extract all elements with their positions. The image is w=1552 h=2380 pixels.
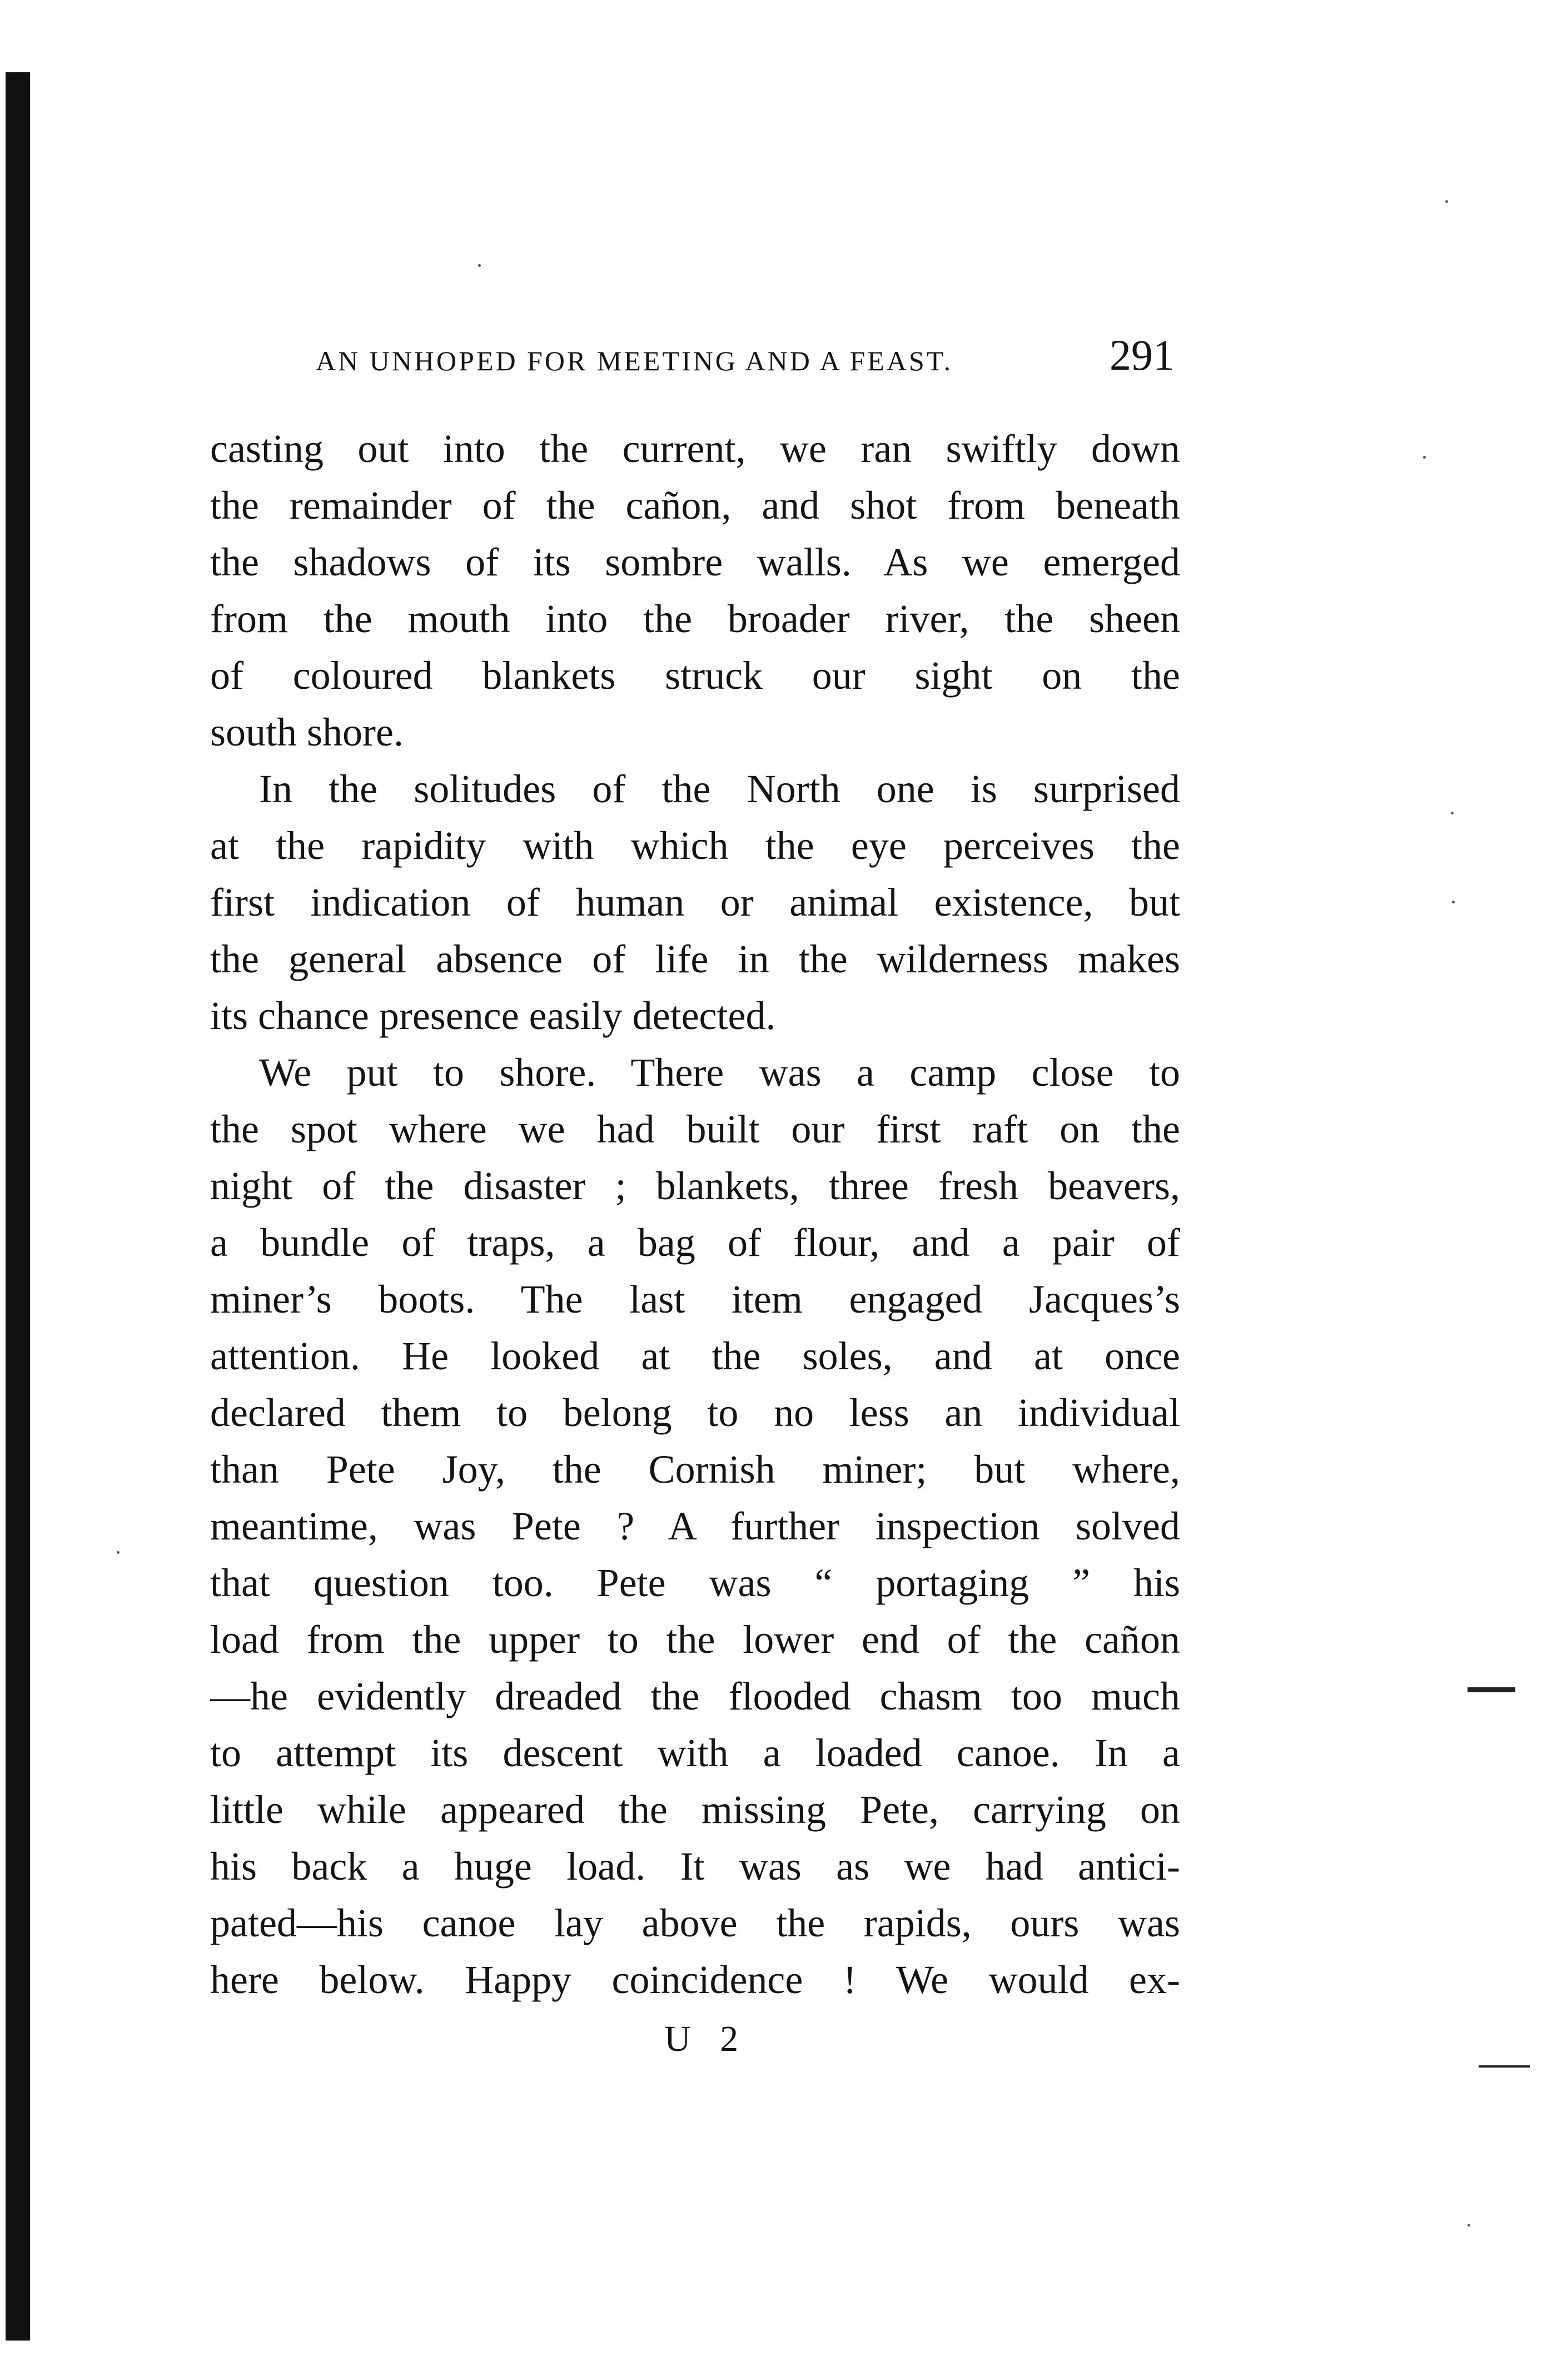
text-line: night of the disaster ; blankets, three fresh beavers, — [210, 1164, 1180, 1208]
text-line: —he evidently dreaded the flooded chasm too much — [210, 1674, 1180, 1718]
text-line: of coloured blankets struck our sight on the — [210, 653, 1180, 698]
text-line: from the mouth into the broader river, the sheen — [210, 597, 1180, 641]
text-line: the shadows of its sombre walls. As we emerged — [210, 540, 1180, 584]
text-line: attention. He looked at the soles, and at once — [210, 1334, 1180, 1378]
text-line: meantime, was Pete ? A further inspection solved — [210, 1504, 1180, 1548]
text-line: its chance presence easily detected. — [210, 993, 776, 1038]
text-line: We put to shore. There was a camp close to — [259, 1050, 1180, 1095]
text-line: here below. Happy coincidence ! We would ex- — [210, 1957, 1180, 2002]
text-line: casting out into the current, we ran swiftly down — [210, 426, 1180, 471]
text-line: load from the upper to the lower end of the cañon — [210, 1617, 1180, 1662]
signature-mark: U 2 — [664, 2019, 749, 2059]
scan-speck — [1451, 812, 1454, 814]
text-line: first indication of human or animal existence, but — [210, 880, 1180, 925]
scan-speck — [478, 264, 481, 267]
body-text — [210, 420, 1180, 2008]
margin-mark — [1468, 1687, 1515, 1692]
text-line: a bundle of traps, a bag of flour, and a pair of — [210, 1220, 1180, 1265]
text-line: In the solitudes of the North one is surprised — [259, 767, 1180, 811]
text-line: his back a huge load. It was as we had antici- — [210, 1844, 1180, 1889]
text-line: miner’s boots. The last item engaged Jacques’s — [210, 1277, 1180, 1321]
scan-speck — [1468, 2224, 1470, 2227]
text-line: that question too. Pete was “ portaging ” his — [210, 1561, 1180, 1605]
scan-speck — [1423, 456, 1426, 459]
text-line: at the rapidity with which the eye perceives the — [210, 823, 1180, 868]
margin-mark — [1479, 2065, 1530, 2068]
text-line: pated—his canoe lay above the rapids, ours was — [210, 1901, 1180, 1945]
text-line: to attempt its descent with a loaded canoe. In a — [210, 1731, 1180, 1775]
running-head-title: AN UNHOPED FOR MEETING AND A FEAST. — [316, 345, 953, 376]
binding-edge — [6, 72, 30, 2341]
text-line: the remainder of the cañon, and shot from beneath — [210, 483, 1180, 528]
text-line: little while appeared the missing Pete, carrying on — [210, 1787, 1180, 1832]
text-line: the spot where we had built our first raft on the — [210, 1107, 1180, 1151]
text-line: declared them to belong to no less an individual — [210, 1390, 1180, 1435]
text-line: than Pete Joy, the Cornish miner; but where, — [210, 1447, 1180, 1492]
scan-speck — [1445, 200, 1448, 203]
scan-speck — [1452, 901, 1455, 903]
running-head — [316, 327, 1175, 377]
scan-speck — [117, 1551, 120, 1554]
text-line: the general absence of life in the wilderness makes — [210, 937, 1180, 981]
text-line: south shore. — [210, 710, 404, 754]
page-number: 291 — [1110, 331, 1175, 379]
